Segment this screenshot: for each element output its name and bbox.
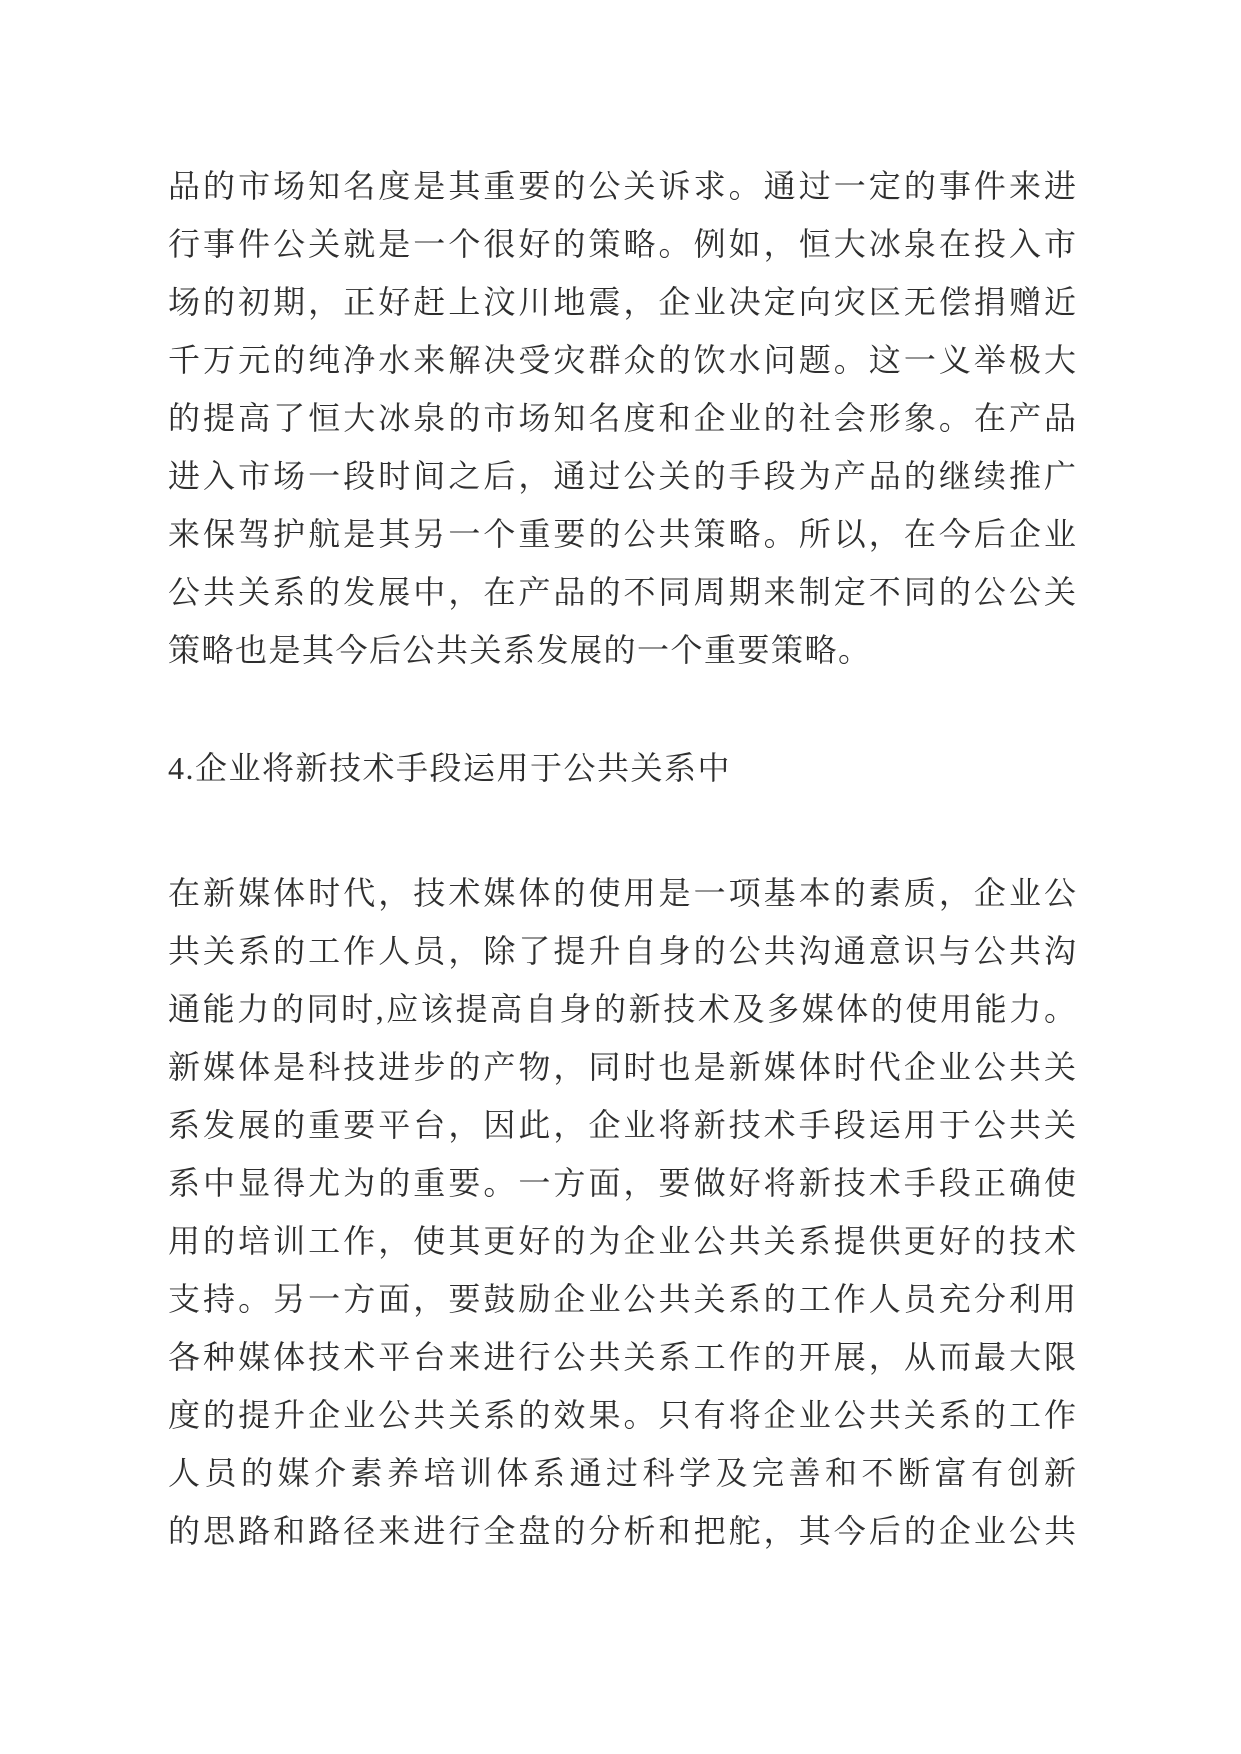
- text-line: 人员的媒介素养培训体系通过科学及完善和不断富有创新: [168, 1455, 1077, 1491]
- text-line: 共关系的工作人员，除了提升自身的公共沟通意识与公共沟: [168, 933, 1077, 969]
- text-line: 公共关系的发展中，在产品的不同周期来制定不同的公公关: [168, 574, 1077, 610]
- text-line: 度的提升企业公共关系的效果。只有将企业公共关系的工作: [168, 1397, 1077, 1433]
- text-line: 用的培训工作，使其更好的为企业公共关系提供更好的技术: [168, 1223, 1077, 1259]
- page-content: [168, 157, 1077, 1560]
- text-line: 在新媒体时代，技术媒体的使用是一项基本的素质，企业公: [168, 875, 1077, 911]
- paragraph-2: [168, 864, 1077, 1560]
- text-line: 的提高了恒大冰泉的市场知名度和企业的社会形象。在产品: [168, 400, 1077, 436]
- text-line: 品的市场知名度是其重要的公关诉求。通过一定的事件来进: [168, 168, 1077, 204]
- text-line: 行事件公关就是一个很好的策略。例如，恒大冰泉在投入市: [168, 226, 1077, 262]
- text-line: 新媒体是科技进步的产物，同时也是新媒体时代企业公共关: [168, 1049, 1077, 1085]
- text-line: 策略也是其今后公共关系发展的一个重要策略。: [168, 632, 872, 668]
- text-line: 系中显得尤为的重要。一方面，要做好将新技术手段正确使: [168, 1165, 1077, 1201]
- paragraph-1: [168, 157, 1077, 679]
- text-line: 场的初期，正好赶上汶川地震，企业决定向灾区无偿捐赠近: [168, 284, 1077, 320]
- text-line: 支持。另一方面，要鼓励企业公共关系的工作人员充分利用: [168, 1281, 1077, 1317]
- text-line: 进入市场一段时间之后，通过公关的手段为产品的继续推广: [168, 458, 1077, 494]
- section-heading: 4.企业将新技术手段运用于公共关系中: [168, 750, 732, 786]
- text-line: 通能力的同时,应该提高自身的新技术及多媒体的使用能力。: [168, 991, 1077, 1027]
- text-line: 来保驾护航是其另一个重要的公共策略。所以，在今后企业: [168, 516, 1077, 552]
- text-line: 系发展的重要平台，因此，企业将新技术手段运用于公共关: [168, 1107, 1077, 1143]
- text-line: 的思路和路径来进行全盘的分析和把舵，其今后的企业公共: [168, 1513, 1077, 1549]
- text-line: 千万元的纯净水来解决受灾群众的饮水问题。这一义举极大: [168, 342, 1077, 378]
- text-line: 各种媒体技术平台来进行公共关系工作的开展，从而最大限: [168, 1339, 1077, 1375]
